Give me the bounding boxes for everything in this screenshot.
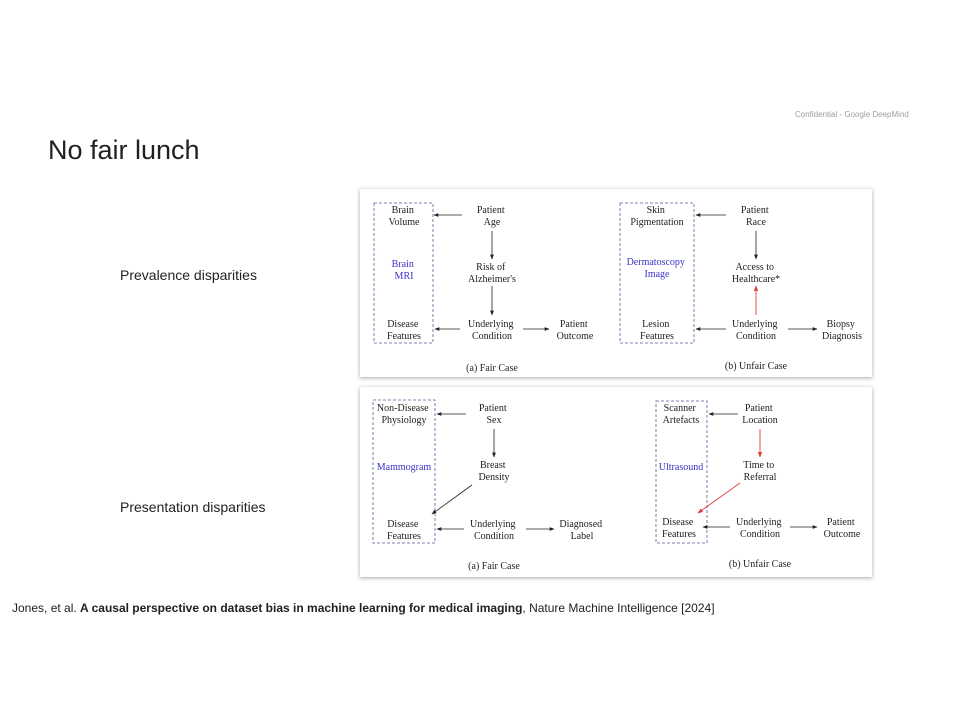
- node-mediator: Time to Referral: [743, 460, 777, 483]
- edge-mediator-to-features: [432, 485, 472, 514]
- node-box-bottom: Disease Features: [387, 519, 421, 542]
- citation-venue: , Nature Machine Intelligence [2024]: [522, 601, 715, 615]
- prevalence-diagram: [360, 189, 872, 377]
- citation-title: A causal perspective on dataset bias in machine learning for medical imaging: [80, 601, 523, 615]
- node-image: Brain MRI: [391, 259, 414, 282]
- node-condition: Underlying Condition: [467, 319, 514, 342]
- node-patient-attribute: Patient Age: [476, 205, 505, 228]
- node-outcome: Diagnosed Label: [559, 519, 603, 542]
- node-patient-attribute: Patient Sex: [478, 403, 507, 426]
- citation-authors: Jones, et al.: [12, 601, 81, 615]
- confidential-label: Confidential - Google DeepMind: [795, 110, 909, 119]
- caption-fair: (a) Fair Case: [466, 363, 518, 374]
- node-mediator: Access to Healthcare*: [731, 262, 781, 285]
- node-condition: Underlying Condition: [735, 517, 782, 540]
- slide-title: No fair lunch: [48, 135, 200, 165]
- node-patient-attribute: Patient Race: [740, 205, 769, 228]
- node-outcome: Patient Outcome: [556, 319, 594, 342]
- node-condition: Underlying Condition: [469, 519, 516, 542]
- node-mediator: Risk of Alzheimer's: [468, 262, 516, 285]
- node-box-bottom: Lesion Features: [640, 319, 674, 342]
- node-patient-attribute: Patient Location: [742, 403, 778, 426]
- node-outcome: Patient Outcome: [823, 517, 861, 540]
- presentation-figure: [360, 387, 872, 577]
- node-mediator: Breast Density: [478, 460, 510, 483]
- node-box-top: Brain Volume: [388, 205, 420, 228]
- caption-unfair: (b) Unfair Case: [728, 559, 792, 570]
- caption-unfair: (b) Unfair Case: [724, 361, 788, 372]
- prevalence-figure: [360, 189, 872, 377]
- node-box-top: Skin Pigmentation: [630, 205, 684, 228]
- node-box-bottom: Disease Features: [387, 319, 421, 342]
- node-box-top: Non-Disease Physiology: [376, 403, 429, 426]
- caption-fair: (a) Fair Case: [468, 561, 520, 572]
- row-label-presentation: Presentation disparities: [120, 499, 266, 515]
- node-box-top: Scanner Artefacts: [662, 403, 700, 426]
- edge-mediator-to-features: [698, 483, 740, 513]
- presentation-diagram: [360, 387, 872, 577]
- row-label-prevalence: Prevalence disparities: [120, 267, 257, 283]
- node-image: Mammogram: [376, 462, 432, 473]
- node-box-bottom: Disease Features: [662, 517, 696, 540]
- citation: [12, 601, 715, 615]
- node-condition: Underlying Condition: [731, 319, 778, 342]
- node-image: Dermatoscopy Image: [626, 257, 685, 280]
- node-image: Ultrasound: [658, 462, 704, 473]
- node-outcome: Biopsy Diagnosis: [822, 319, 862, 342]
